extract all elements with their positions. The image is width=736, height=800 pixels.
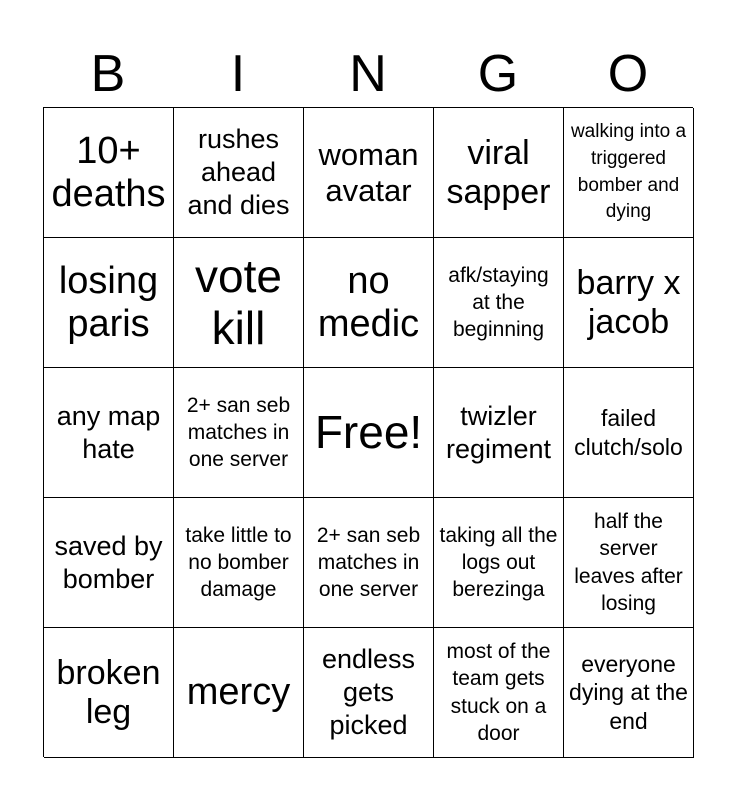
bingo-cell-text: rushes ahead and dies [187, 124, 290, 220]
bingo-cell-text: afk/staying at the beginning [448, 263, 549, 342]
bingo-cell-text: take little to no bomber damage [185, 523, 292, 602]
bingo-cell-r1c4[interactable] [434, 108, 564, 238]
bingo-cell-r2c1[interactable] [44, 238, 174, 368]
bingo-cell-r3c2[interactable] [174, 368, 304, 498]
bingo-cell-text: taking all the logs out berezinga [439, 523, 558, 602]
bingo-cell-r4c4[interactable] [434, 498, 564, 628]
bingo-cell-text: half the server leaves after losing [574, 509, 683, 615]
header-letter-g: G [477, 45, 519, 103]
bingo-cell-r2c4[interactable] [434, 238, 564, 368]
header-letter-o: O [607, 45, 649, 103]
bingo-cell-text: any map hate [56, 400, 161, 464]
bingo-cell-text: 10+ deaths [51, 129, 166, 215]
bingo-cell-text: losing paris [58, 259, 159, 345]
bingo-cell-r5c5[interactable] [564, 628, 694, 758]
bingo-cell-r1c2[interactable] [174, 108, 304, 238]
bingo-cell-r3c4[interactable] [434, 368, 564, 498]
bingo-cell-text: most of the team gets stuck on a door [446, 639, 551, 745]
bingo-cell-r4c5[interactable] [564, 498, 694, 628]
bingo-cell-text: barry x jacob [576, 264, 681, 341]
bingo-cell-r4c2[interactable] [174, 498, 304, 628]
header-letter-n: N [349, 45, 387, 103]
bingo-cell-text: everyone dying at the end [569, 650, 688, 734]
bingo-cell-text: broken leg [56, 654, 161, 731]
bingo-cell-text: saved by bomber [54, 530, 163, 594]
bingo-cell-r1c1[interactable] [44, 108, 174, 238]
bingo-cell-r1c3[interactable] [304, 108, 434, 238]
bingo-cell-text: twizler regiment [445, 400, 552, 464]
bingo-cell-text: walking into a triggered bomber and dying [570, 121, 687, 223]
bingo-cell-r3c1[interactable] [44, 368, 174, 498]
bingo-cell-text: mercy [186, 671, 291, 714]
bingo-cell-r5c2[interactable] [174, 628, 304, 758]
bingo-cell-r5c3[interactable] [304, 628, 434, 758]
bingo-cell-text: failed clutch/solo [574, 404, 683, 460]
bingo-cell-r2c3[interactable] [304, 238, 434, 368]
bingo-cell-text: endless gets picked [321, 644, 416, 740]
bingo-cell-r1c5[interactable] [564, 108, 694, 238]
bingo-cell-r3c5[interactable] [564, 368, 694, 498]
bingo-cell-r4c1[interactable] [44, 498, 174, 628]
bingo-cell-text: vote kill [195, 249, 282, 354]
bingo-cell-text: no medic [317, 259, 420, 345]
bingo-cell-r4c3[interactable] [304, 498, 434, 628]
bingo-cell-text: woman avatar [318, 137, 419, 208]
header-letter-b: B [90, 45, 126, 103]
bingo-cell-text: 2+ san seb matches in one server [186, 393, 291, 472]
bingo-cell-r5c1[interactable] [44, 628, 174, 758]
free-space-text: Free! [314, 405, 423, 458]
bingo-cell-text: 2+ san seb matches in one server [316, 523, 421, 602]
bingo-board [43, 107, 693, 757]
bingo-cell-text: viral sapper [446, 134, 551, 211]
header-letter-i: I [230, 45, 246, 103]
bingo-cell-r2c2[interactable] [174, 238, 304, 368]
bingo-cell-free[interactable] [304, 368, 434, 498]
bingo-cell-r5c4[interactable] [434, 628, 564, 758]
bingo-cell-r2c5[interactable] [564, 238, 694, 368]
bingo-header [43, 44, 693, 104]
